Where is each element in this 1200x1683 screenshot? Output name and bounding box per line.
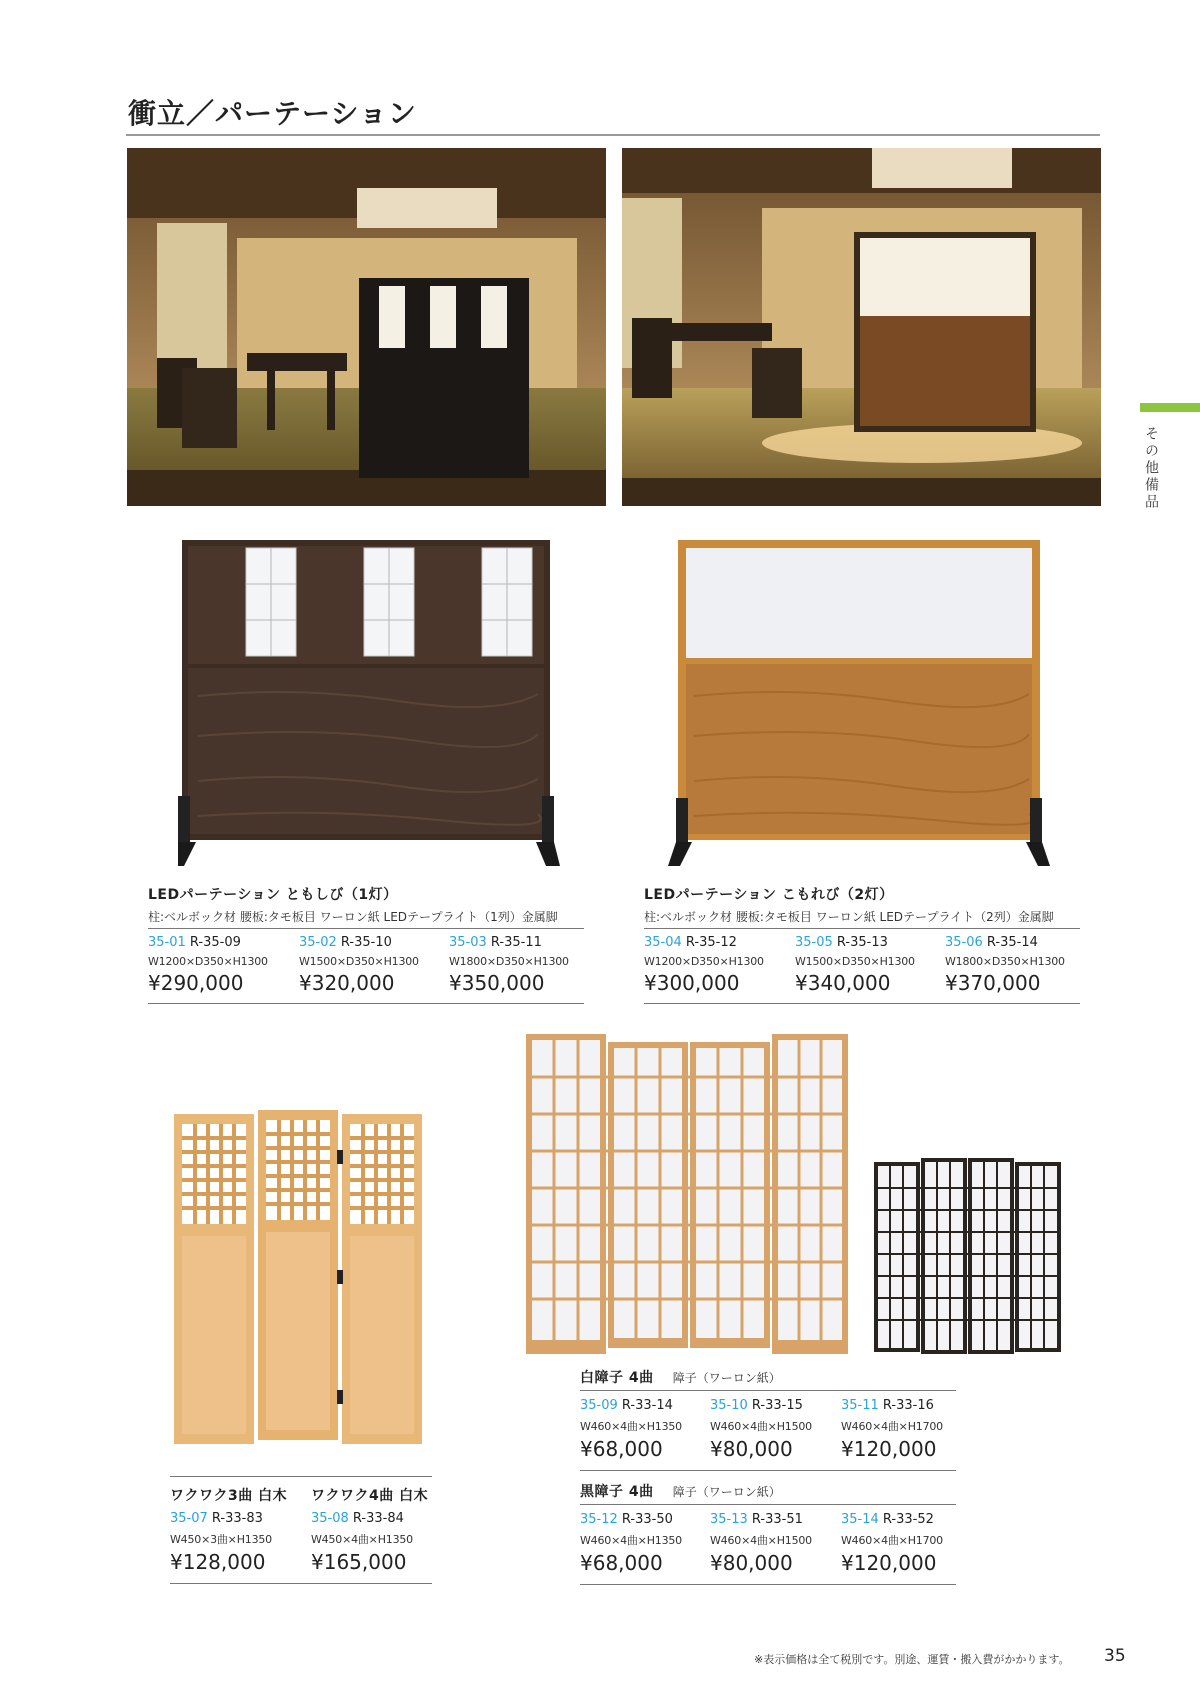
- page-title: 衝立／パーテーション: [128, 97, 417, 130]
- dimensions: W460×4曲×H1700: [841, 1420, 943, 1433]
- product-code: 35-08: [311, 1511, 349, 1526]
- variant-35-06: [945, 935, 1095, 995]
- tax-footnote: ※表示価格は全て税別です。別途、運賃・搬入費がかかります。: [754, 1653, 1070, 1666]
- info-divider: [580, 1504, 956, 1505]
- sku: R-33-51: [751, 1512, 803, 1527]
- sku: R-33-15: [751, 1398, 803, 1413]
- price: ¥165,000: [311, 1550, 407, 1574]
- wakuwaku-screen-image: [174, 1110, 424, 1450]
- price: ¥120,000: [841, 1437, 937, 1461]
- variant-35-08: [311, 1485, 461, 1574]
- product-code: 35-05: [795, 935, 833, 950]
- sku: R-33-52: [882, 1512, 934, 1527]
- section-tab: その他備品: [1143, 426, 1159, 511]
- product-spec: 柱:ベルボック材 腰板:タモ板目 ワーロン紙 LEDテープライト（2列）金属脚: [644, 910, 1054, 924]
- kuro-shoji-info: [580, 1481, 781, 1501]
- dimensions: W1800×D350×H1300: [945, 955, 1065, 968]
- price: ¥68,000: [580, 1437, 663, 1461]
- product-name: LEDパーテーション ともしび（1灯）: [148, 887, 398, 903]
- dimensions: W450×3曲×H1350: [170, 1533, 272, 1546]
- komorebi-partition-image: [664, 536, 1050, 870]
- price: ¥80,000: [710, 1437, 793, 1461]
- price: ¥350,000: [449, 971, 545, 995]
- shiro-shoji-screen-image: [526, 1034, 848, 1356]
- product-code: 35-09: [580, 1398, 618, 1413]
- sku: R-33-50: [621, 1512, 673, 1527]
- dimensions: W460×4曲×H1700: [841, 1534, 943, 1547]
- sku: R-33-14: [621, 1398, 673, 1413]
- info-divider: [148, 928, 584, 929]
- product-code: 35-11: [841, 1398, 879, 1413]
- price: ¥128,000: [170, 1550, 266, 1574]
- title-divider: [126, 134, 1100, 136]
- info-divider: [148, 1003, 584, 1004]
- variant-35-05: [795, 935, 945, 995]
- dimensions: W1500×D350×H1300: [299, 955, 419, 968]
- variant-35-03: [449, 935, 599, 995]
- variant-35-13: [710, 1512, 860, 1575]
- product-code: 35-01: [148, 935, 186, 950]
- product-name: ワクワク4曲 白木: [311, 1488, 429, 1504]
- sku: R-35-11: [490, 935, 542, 950]
- tomoshibi-info: [148, 884, 558, 925]
- sku: R-33-83: [211, 1511, 263, 1526]
- sku: R-33-16: [882, 1398, 934, 1413]
- shiro-shoji-info: [580, 1367, 781, 1387]
- variant-35-04: [644, 935, 794, 995]
- dimensions: W1200×D350×H1300: [148, 955, 268, 968]
- product-code: 35-06: [945, 935, 983, 950]
- product-note: 障子（ワーロン紙）: [672, 1371, 781, 1385]
- product-name: LEDパーテーション こもれび（2灯）: [644, 887, 894, 903]
- komorebi-info: [644, 884, 1054, 925]
- info-divider: [580, 1390, 956, 1391]
- dimensions: W450×4曲×H1350: [311, 1533, 413, 1546]
- sku: R-33-84: [352, 1511, 404, 1526]
- page-number: 35: [1104, 1646, 1126, 1666]
- dimensions: W460×4曲×H1500: [710, 1534, 812, 1547]
- product-code: 35-10: [710, 1398, 748, 1413]
- price: ¥80,000: [710, 1551, 793, 1575]
- sku: R-35-14: [986, 935, 1038, 950]
- info-divider: [580, 1470, 956, 1471]
- info-divider: [170, 1583, 432, 1584]
- info-divider: [644, 1003, 1080, 1004]
- product-code: 35-13: [710, 1512, 748, 1527]
- variant-35-11: [841, 1398, 991, 1461]
- info-divider: [580, 1584, 956, 1585]
- variant-35-02: [299, 935, 449, 995]
- price: ¥68,000: [580, 1551, 663, 1575]
- variant-35-01: [148, 935, 298, 995]
- dimensions: W460×4曲×H1350: [580, 1534, 682, 1547]
- price: ¥300,000: [644, 971, 740, 995]
- tomoshibi-partition-image: [178, 536, 560, 870]
- product-name: 黒障子 4曲: [580, 1484, 654, 1500]
- dimensions: W1500×D350×H1300: [795, 955, 915, 968]
- product-spec: 柱:ベルボック材 腰板:タモ板目 ワーロン紙 LEDテープライト（1列）金属脚: [148, 910, 558, 924]
- sku: R-35-09: [189, 935, 241, 950]
- variant-35-12: [580, 1512, 730, 1575]
- product-code: 35-07: [170, 1511, 208, 1526]
- sku: R-35-12: [685, 935, 737, 950]
- price: ¥370,000: [945, 971, 1041, 995]
- dimensions: W1200×D350×H1300: [644, 955, 764, 968]
- room-photo-tomoshibi: [127, 148, 606, 506]
- price: ¥290,000: [148, 971, 244, 995]
- dimensions: W460×4曲×H1500: [710, 1420, 812, 1433]
- product-code: 35-04: [644, 935, 682, 950]
- dimensions: W1800×D350×H1300: [449, 955, 569, 968]
- product-code: 35-03: [449, 935, 487, 950]
- info-divider: [644, 928, 1080, 929]
- room-photo-komorebi: [622, 148, 1101, 506]
- variant-35-10: [710, 1398, 860, 1461]
- price: ¥320,000: [299, 971, 395, 995]
- product-code: 35-14: [841, 1512, 879, 1527]
- variant-35-14: [841, 1512, 991, 1575]
- price: ¥120,000: [841, 1551, 937, 1575]
- product-name: 白障子 4曲: [580, 1370, 654, 1386]
- product-code: 35-02: [299, 935, 337, 950]
- sku: R-35-13: [836, 935, 888, 950]
- kuro-shoji-screen-image: [874, 1158, 1062, 1358]
- dimensions: W460×4曲×H1350: [580, 1420, 682, 1433]
- variant-35-09: [580, 1398, 730, 1461]
- sku: R-35-10: [340, 935, 392, 950]
- product-note: 障子（ワーロン紙）: [672, 1485, 781, 1499]
- price: ¥340,000: [795, 971, 891, 995]
- product-code: 35-12: [580, 1512, 618, 1527]
- variant-35-07: [170, 1485, 320, 1574]
- product-name: ワクワク3曲 白木: [170, 1488, 288, 1504]
- section-accent-bar: [1140, 403, 1200, 412]
- info-divider: [170, 1476, 432, 1477]
